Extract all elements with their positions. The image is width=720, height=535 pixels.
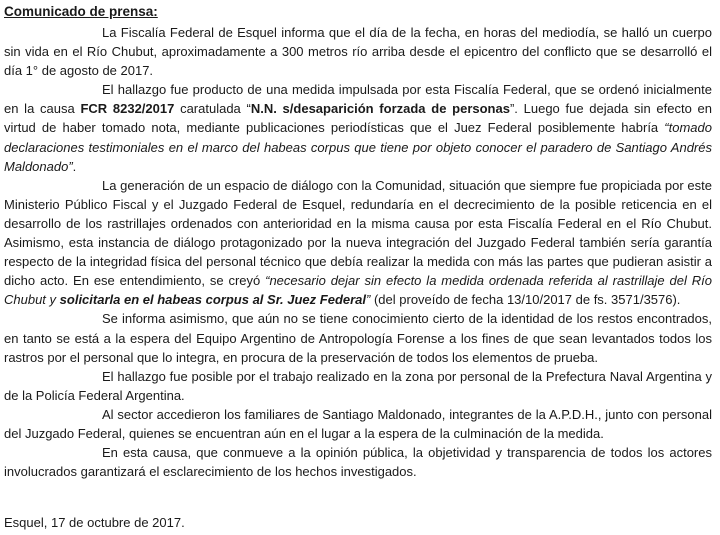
- paragraph-4: Se informa asimismo, que aún no se tiene conocimiento cierto de la identidad de los restos encontrados, en tanto se está a la espera del Equipo Argentino de Antropología Forense a los fines de que sean levantados todos los rastros por el personal que lo integra, en procura de la preservación de todos los elementos de prueba.: [4, 311, 712, 365]
- document-title: Comunicado de prensa:: [4, 4, 158, 19]
- p3-text-e: (del proveído de fecha 13/10/2017 de fs. 3571/3576).: [370, 292, 681, 308]
- case-number: FCR 8232/2017: [80, 101, 175, 117]
- p3-quote: “necesario dejar sin efecto la medida ordenada referida al rastrillaje del Río Chubut y: [4, 273, 712, 308]
- case-name: N.N. s/desaparición forzada de personas: [250, 101, 510, 117]
- paragraph-6: Al sector accedieron los familiares de Santiago Maldonado, integrantes de la A.P.D.H., junto con personal del Juzgado Federal, quienes se encuentran aún en el lugar a la espera de la culminación de la medida.: [4, 406, 712, 441]
- p3-quote-end: ”: [366, 292, 371, 308]
- p2-quote: “tomado declaraciones testimoniales en el marco del habeas corpus que tiene por objeto conocer el paradero de Santiago Andrés Maldonado”: [4, 120, 712, 174]
- paragraph-1: La Fiscalía Federal de Esquel informa que el día de la fecha, en horas del mediodía, se halló un cuerpo sin vida en el Río Chubut, aproximadamente a 300 metros río arriba desde el epicentro del conflicto que se desarrolló el día 1° de agosto de 2017.: [4, 25, 712, 79]
- p2-text-e: ”. Luego fue dejada sin efecto en virtud de haber tomado nota, mediante publicaciones periodísticas que el Juez Federal posiblemente habría: [4, 101, 712, 136]
- p3-text-a: La generación de un espacio de diálogo con la Comunidad, situación que siempre fue propiciada por este Ministerio Público Fiscal y el Juzgado Federal de Esquel, redundaría en el decrecimiento de la posible reticencia en el desarrollo de los rastrillajes ordenados con anterioridad en la misma causa por esta Fiscalía Federal en el Río Chubut. Asimismo, esta instancia de diálogo protagonizado por la nueva integración del Juzgado Federal también sería garantía respecto de la integridad física del personal técnico que debía realizar la medida con más las partes que pudieran asistir a dicho acto. En ese entendimiento, se creyó: [4, 177, 712, 289]
- paragraph-3: [4, 176, 712, 310]
- paragraph-5: El hallazgo fue posible por el trabajo realizado en la zona por personal de la Prefectura Naval Argentina y de la Policía Federal Argentina.: [4, 368, 712, 403]
- p3-quote-bold: solicitarla en el habeas corpus al Sr. Juez Federal: [59, 292, 367, 308]
- p2-text-g: .: [72, 158, 77, 174]
- p2-text-a: El hallazgo fue producto de una medida impulsada por esta Fiscalía Federal, que se ordenó inicialmente en la causa: [4, 82, 712, 117]
- paragraph-7: En esta causa, que conmueve a la opinión pública, la objetividad y transparencia de todos los actores involucrados garantizará el esclarecimiento de los hechos investigados.: [4, 445, 712, 480]
- document-date: Esquel, 17 de octubre de 2017.: [4, 515, 185, 530]
- p2-text-c: caratulada “: [174, 101, 251, 117]
- paragraph-2: [4, 80, 712, 175]
